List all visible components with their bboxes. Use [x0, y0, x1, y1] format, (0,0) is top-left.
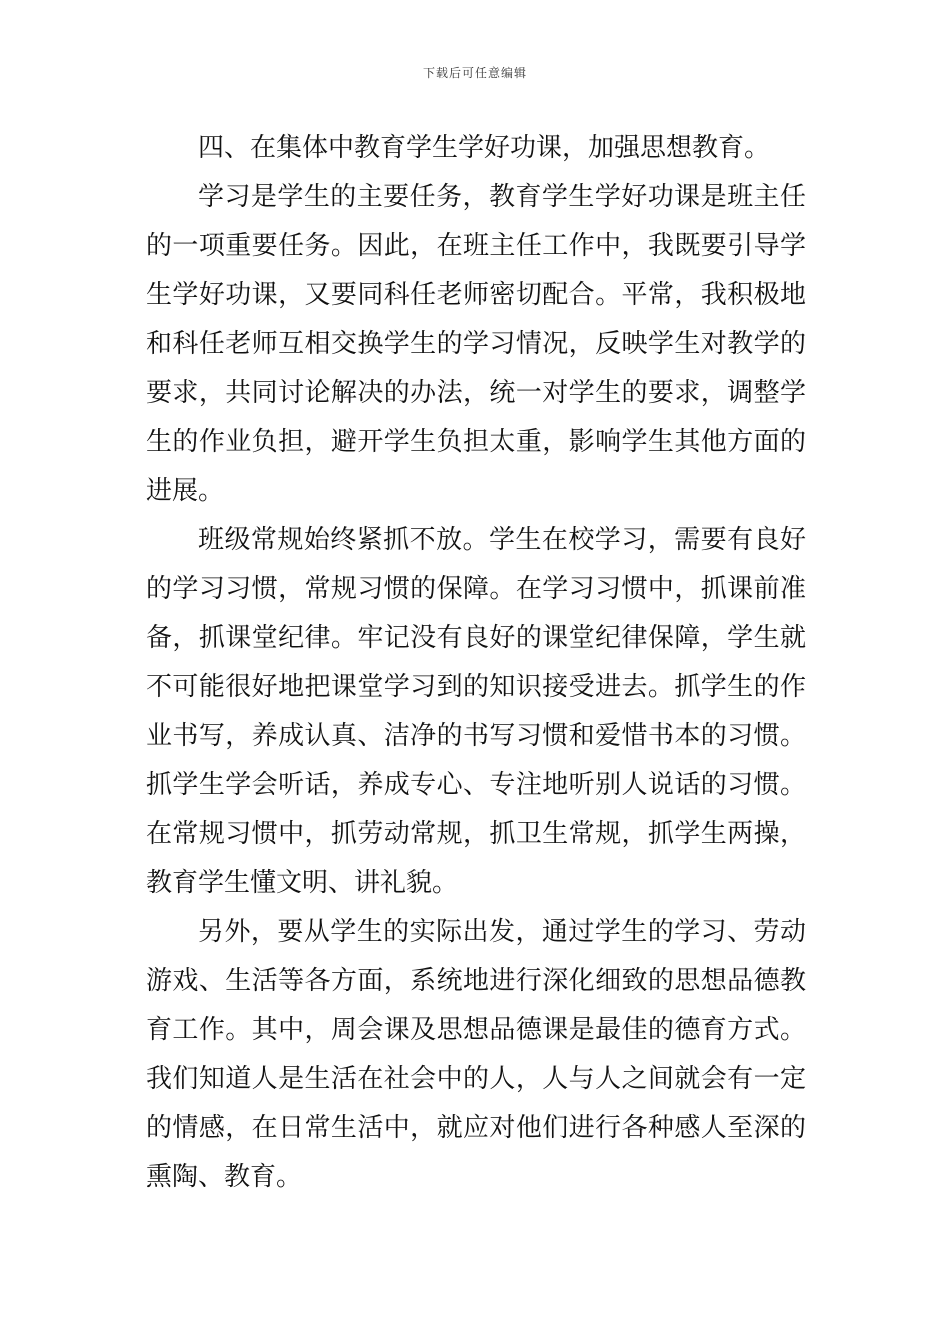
paragraph: 另外，要从学生的实际出发，通过学生的学习、劳动游戏、生活等各方面，系统地进行深化细致的思想品德教育工作。其中，周会课及思想品德课是最佳的德育方式。我们知道人是生活在社会中的人，人与人之间就会有一定的情感，在日常生活中，就应对他们进行各种感人至深的熏陶、教育。 — [146, 917, 806, 1192]
paragraph-heading: 四、在集体中教育学生学好功课，加强思想教育。 — [198, 133, 771, 163]
paragraph: 学习是学生的主要任务，教育学生学好功课是班主任的一项重要任务。因此，在班主任工作中，我既要引导学生学好功课，又要同科任老师密切配合。平常，我积极地和科任老师互相交换学生的学习情况，反映学生对教学的要求，共同讨论解决的办法，统一对学生的要求，调整学生的作业负担，避开学生负担太重，影响学生其他方面的进展。 — [146, 182, 806, 506]
document-body — [146, 124, 806, 1202]
paragraph: 班级常规始终紧抓不放。学生在校学习，需要有良好的学习习惯，常规习惯的保障。在学习习惯中，抓课前准备，抓课堂纪律。牢记没有良好的课堂纪律保障，学生就不可能很好地把课堂学习到的知识接受进去。抓学生的作业书写，养成认真、洁净的书写习惯和爱惜书本的习惯。抓学生学会听话，养成专心、专注地听别人说话的习惯。在常规习惯中，抓劳动常规，抓卫生常规，抓学生两操，教育学生懂文明、讲礼貌。 — [146, 525, 806, 898]
header-note: 下载后可任意编辑 — [422, 66, 527, 80]
